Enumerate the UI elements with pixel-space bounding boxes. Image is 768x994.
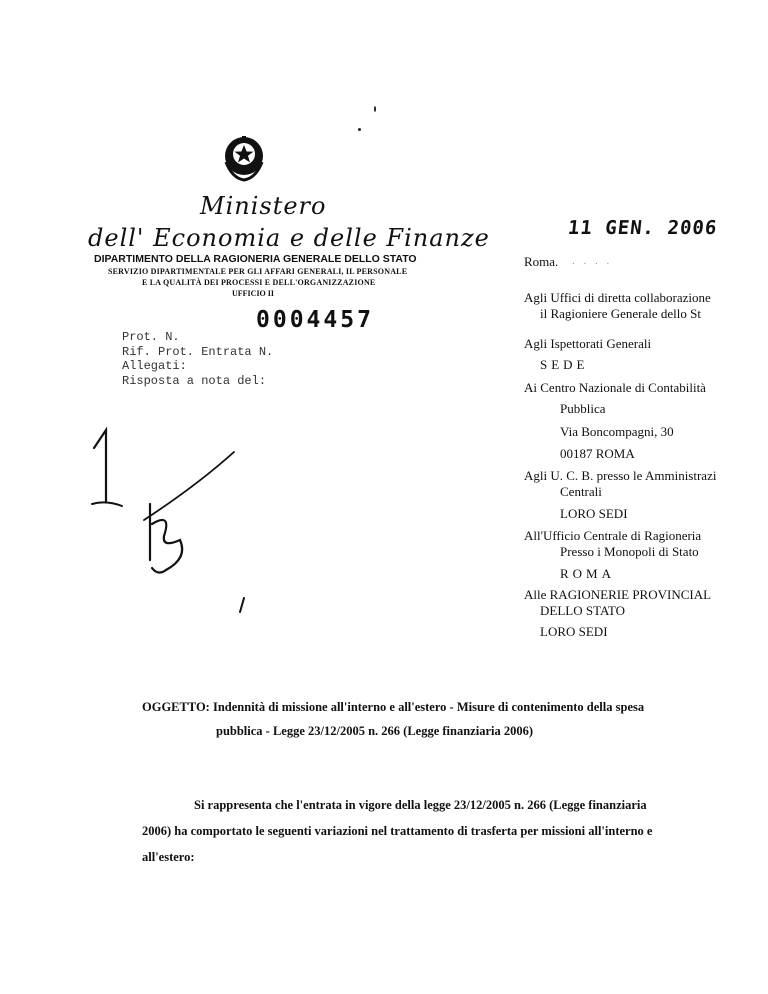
office-name: UFFICIO II xyxy=(232,289,275,298)
recipient-3-line-4: 00187 ROMA xyxy=(560,446,635,461)
rif-prot-label: Rif. Prot. Entrata N. xyxy=(122,344,274,359)
recipient-5-line-3: ROMA xyxy=(560,566,616,581)
protocol-number-stamp: 0004457 xyxy=(256,307,374,333)
body-line-2: 2006) ha comportato le seguenti variazioni nel trattamento di trasferta per missioni all'interno e xyxy=(142,824,653,838)
recipient-5-line-2: Presso i Monopoli di Stato xyxy=(560,544,699,559)
recipient-1-line-1: Agli Uffici di diretta collaborazione xyxy=(524,290,711,305)
service-name: SERVIZIO DIPARTIMENTALE PER GLI AFFARI GENERALI, IL PERSONALE xyxy=(108,267,408,276)
recipient-3-line-3: Via Boncompagni, 30 xyxy=(560,424,674,439)
recipient-6-line-2: DELLO STATO xyxy=(540,603,626,618)
ministry-subtitle: dell' Economia e delle Finanze xyxy=(88,224,490,252)
recipient-2-line-2: SEDE xyxy=(540,357,589,372)
allegati-label: Allegati: xyxy=(122,359,187,373)
recipient-1-line-2: il Ragioniere Generale dello St xyxy=(540,306,702,321)
recipient-3-line-2: Pubblica xyxy=(560,401,606,416)
recipient-2-line-1: Agli Ispettorati Generali xyxy=(524,336,652,351)
recipient-6-line-3: LORO SEDI xyxy=(540,624,608,639)
place-label: Roma. xyxy=(524,254,559,269)
recipient-4-line-2: Centrali xyxy=(560,484,602,499)
recipient-5-line-1: All'Ufficio Centrale di Ragioneria xyxy=(524,528,702,543)
department-name: DIPARTIMENTO DELLA RAGIONERIA GENERALE DELLO STATO xyxy=(94,253,417,265)
body-line-3: all'estero: xyxy=(142,850,195,864)
date-stamp: 11 GEN. 2006 xyxy=(566,217,719,239)
risposta-label: Risposta a nota del: xyxy=(122,373,267,388)
subject-line-2: pubblica - Legge 23/12/2005 n. 266 (Legge finanziaria 2006) xyxy=(216,724,534,738)
body-line-1: Si rappresenta che l'entrata in vigore della legge 23/12/2005 n. 266 (Legge finanziaria xyxy=(194,798,647,812)
republic-emblem-icon xyxy=(222,132,266,182)
handwritten-annotation xyxy=(86,420,256,620)
ministry-title: Ministero xyxy=(200,192,327,220)
protocol-block xyxy=(122,330,273,388)
recipient-3-line-1: Ai Centro Nazionale di Contabilità xyxy=(524,380,706,395)
faded-date-marks: . . . . xyxy=(572,255,613,267)
recipient-6-line-1: Alle RAGIONERIE PROVINCIAL xyxy=(524,587,712,602)
recipient-4-line-3: LORO SEDI xyxy=(560,506,628,521)
prot-label: Prot. N. xyxy=(122,330,180,344)
recipient-4-line-1: Agli U. C. B. presso le Amministrazi xyxy=(524,468,717,483)
subject-text-1: Indennità di missione all'interno e all'estero - Misure di contenimento della spesa xyxy=(212,700,645,714)
subject-line-1 xyxy=(142,700,644,715)
subject-label: OGGETTO: xyxy=(142,700,210,714)
quality-name: E LA QUALITÀ DEI PROCESSI E DELL'ORGANIZZAZIONE xyxy=(142,278,376,287)
